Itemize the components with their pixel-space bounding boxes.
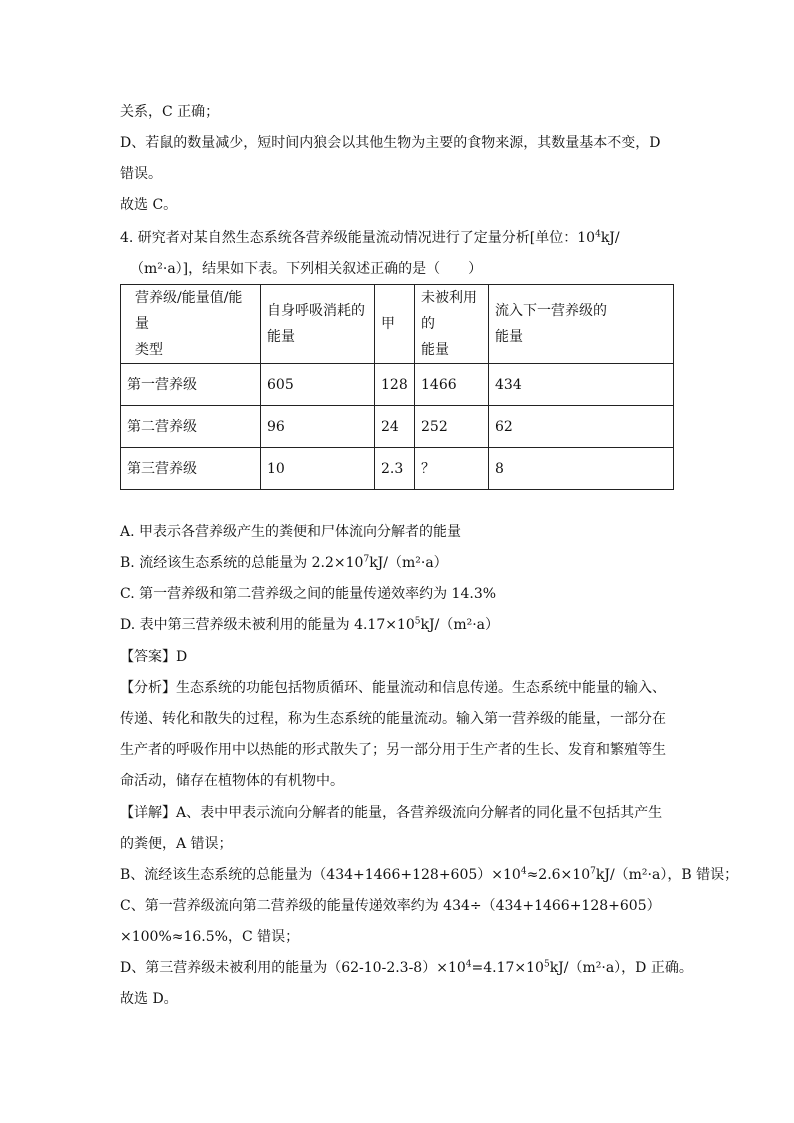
table-cell: 24 — [375, 406, 415, 448]
superscript: 4 — [595, 229, 601, 240]
table-cell: 第二营养级 — [121, 406, 261, 448]
superscript: 7 — [363, 554, 370, 565]
question-4-stem-text: 4. 研究者对某自然生态系统各营养级能量流动情况进行了定量分析[单位：10 — [120, 230, 596, 246]
superscript: 5 — [543, 959, 550, 970]
question-4-stem-cont: （m²·a）]，结果如下表。下列相关叙述正确的是（ ） — [130, 261, 483, 277]
table-cell: 1466 — [415, 364, 489, 406]
table-row — [121, 406, 674, 448]
detail-line: D、第三营养级未被利用的能量为$(62-10-2.3-8)\times 10^4=4.17\times 10^5kJ/(m^2\cdot a)$，D 正确。 — [120, 959, 693, 976]
analysis-line: 命活动，储存在植物体的有机物中。 — [120, 773, 344, 789]
energy-flow-table — [120, 284, 674, 490]
table-cell: 2.3 — [375, 448, 415, 490]
table-header-cell: 未被利用的 能量 — [415, 285, 489, 364]
text-line: D、若鼠的数量减少，短时间内狼会以其他生物为主要的食物来源，其数量基本不变，D — [120, 135, 661, 151]
analysis-line: 【分析】生态系统的功能包括物质循环、能量流动和信息传递。生态系统中能量的输入、 — [120, 680, 666, 696]
table-row — [121, 364, 674, 406]
table-cell: 第一营养级 — [121, 364, 261, 406]
superscript: 5 — [414, 616, 421, 627]
analysis-line: 生产者的呼吸作用中以热能的形式散失了；另一部分用于生产者的生长、发育和繁殖等生 — [120, 742, 666, 758]
detail-line: C、第一营养级流向第二营养级的能量传递效率约为 434÷（434+1466+128+605） — [120, 898, 661, 914]
table-header-cell: 甲 — [375, 285, 415, 364]
table-cell: 252 — [415, 406, 489, 448]
text-line: 故选 C。 — [120, 197, 178, 213]
answer-line: 【答案】D — [120, 649, 188, 665]
unit-text: kJ/ — [600, 230, 620, 246]
table-header-cell: 营养级/能量值/能量 类型 — [121, 285, 261, 364]
detail-line: 的粪便，A 错误； — [120, 836, 233, 852]
table-header-row — [121, 285, 674, 364]
option-d: D. 表中第三营养级未被利用的能量为 $4.17\times 10^5kJ/(m^2\cdot a)$ — [120, 616, 500, 633]
table-cell: ？ — [415, 448, 489, 490]
option-b: B. 流经该生态系统的总能量为 $2.2\times 10^7kJ/(m^2\cdot a)$ — [120, 554, 448, 571]
table-cell: 8 — [489, 448, 674, 490]
table-row — [121, 448, 674, 490]
table-cell: 10 — [261, 448, 375, 490]
text-line: 关系，C 正确； — [120, 104, 220, 120]
superscript: 7 — [590, 866, 596, 877]
analysis-line: 传递、转化和散失的过程，称为生态系统的能量流动。输入第一营养级的能量，一部分在 — [120, 711, 666, 727]
option-a: A. 甲表示各营养级产生的粪便和尸体流向分解者的能量 — [120, 524, 462, 540]
table-cell: 434 — [489, 364, 674, 406]
table-header-cell: 自身呼吸消耗的 能量 — [261, 285, 375, 364]
option-c: C. 第一营养级和第二营养级之间的能量传递效率约为 14.3% — [120, 586, 497, 602]
table-cell: 96 — [261, 406, 375, 448]
table-cell: 605 — [261, 364, 375, 406]
table-cell: 128 — [375, 364, 415, 406]
question-4-stem — [120, 228, 620, 248]
table-cell: 62 — [489, 406, 674, 448]
table-cell: 第三营养级 — [121, 448, 261, 490]
text-line: 错误。 — [120, 166, 162, 182]
detail-line: B、流经该生态系统的总能量为$(434+1466+128+605)\times 10^4\approx 2.6\times 10^7kJ/(m^2\cdot a)$，B 错误； — [120, 866, 739, 883]
superscript: 4 — [520, 866, 527, 877]
table-header-cell: 流入下一营养级的 能量 — [489, 285, 674, 364]
detail-line: 故选 D。 — [120, 991, 178, 1007]
detail-line: 【详解】A、表中甲表示流向分解者的能量，各营养级流向分解者的同化量不包括其产生 — [120, 805, 663, 821]
superscript: 4 — [465, 959, 472, 970]
detail-line: ×100%≈16.5%，C 错误； — [120, 929, 300, 945]
